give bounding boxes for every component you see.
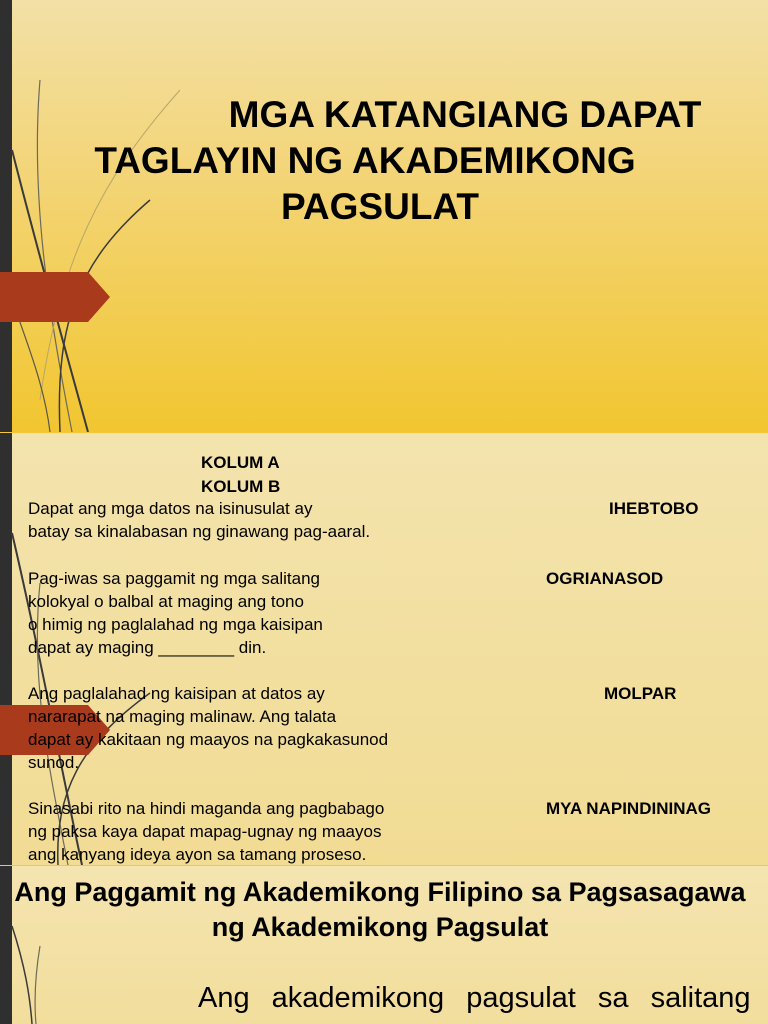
item-3-description: [28, 682, 388, 774]
item-1-answer: IHEBTOBO: [609, 499, 699, 518]
line: Sinasabi rito na hindi maganda ang pagbabago: [28, 799, 385, 818]
slide-1-title: [40, 92, 760, 230]
line: sunod.: [28, 753, 80, 772]
line: dapat ay maging ________ din.: [28, 638, 267, 657]
item-3-answer: MOLPAR: [604, 684, 677, 703]
item-2-answer: OGRIANASOD: [546, 569, 664, 588]
line: ng paksa kaya dapat mapag-ugnay ng maayos: [28, 822, 382, 841]
ribbon-marker: [0, 272, 110, 322]
slide-3-title: Ang Paggamit ng Akademikong Filipino sa Pagsasagawa ng Akademikong Pagsulat: [14, 877, 746, 942]
line: Dapat ang mga datos na isinusulat ay: [28, 499, 313, 518]
slide-1: [0, 0, 768, 432]
kolum-b-heading: KOLUM B: [201, 477, 281, 496]
line: dapat ay kakitaan ng maayos na pagkakasunod: [28, 730, 389, 749]
line: nararapat na maging malinaw. Ang talata: [28, 707, 337, 726]
line: batay sa kinalabasan ng ginawang pag-aaral.: [28, 522, 371, 541]
item-1-description: [28, 497, 370, 543]
line: Ang paglalahad ng kaisipan at datos ay: [28, 684, 325, 703]
slide-3-body: Ang akademikong pagsulat sa salitang: [198, 982, 751, 1014]
line: o himig ng paglalahad ng mga kaisipan: [28, 615, 323, 634]
item-4-answer: MYA NAPINDININAG: [546, 799, 711, 818]
kolum-a-heading: KOLUM A: [201, 453, 280, 472]
item-4-description: [28, 797, 384, 866]
item-2-description: [28, 567, 323, 659]
title-line-2: TAGLAYIN NG AKADEMIKONG: [94, 140, 636, 181]
title-line-1: MGA KATANGIANG DAPAT: [228, 94, 702, 135]
line: ang kanyang ideya ayon sa tamang proseso.: [28, 845, 367, 864]
title-line-3: PAGSULAT: [280, 186, 479, 227]
line: kolokyal o balbal at maging ang tono: [28, 592, 304, 611]
line: Pag-iwas sa paggamit ng mga salitang: [28, 569, 320, 588]
